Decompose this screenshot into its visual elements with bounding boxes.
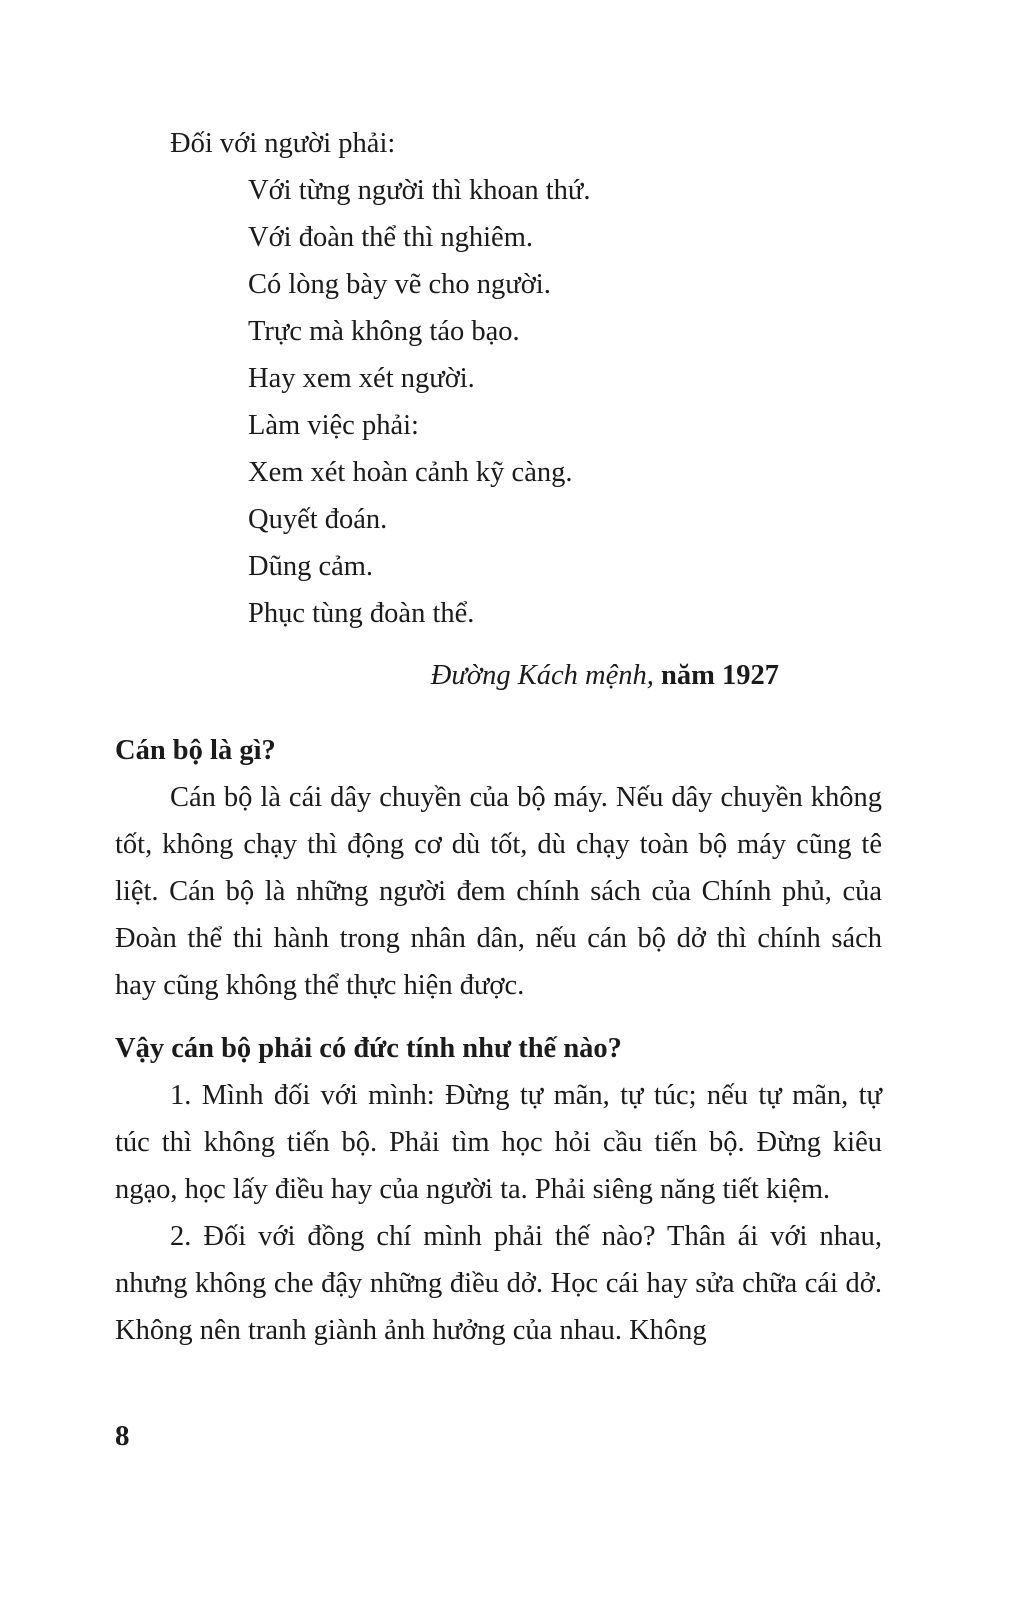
page-number: 8 xyxy=(115,1420,130,1452)
section-heading-duc-tinh: Vậy cán bộ phải có đức tính như thế nào? xyxy=(115,1033,622,1064)
page-content xyxy=(115,120,882,1354)
paragraph: 2. Đối với đồng chí mình phải thế nào? Thân ái với nhau, nhưng không che đậy những điều dở. Học cái hay sửa chữa cái dở. Không nên tranh giành ảnh hưởng của nhau. Không xyxy=(115,1221,882,1346)
poem-line: Với đoàn thể thì nghiêm. xyxy=(248,222,533,253)
poem-line: Xem xét hoàn cảnh kỹ càng. xyxy=(248,457,573,488)
source-attribution xyxy=(115,652,882,699)
poem-line: Quyết đoán. xyxy=(248,504,388,535)
poem-intro-line: Đối với người phải: xyxy=(170,128,396,159)
poem-line: Có lòng bày vẽ cho người. xyxy=(248,269,551,300)
poem-line: Trực mà không táo bạo. xyxy=(248,316,520,347)
poem-line: Hay xem xét người. xyxy=(248,363,475,394)
source-year: năm 1927 xyxy=(653,660,779,691)
poem-line: Dũng cảm. xyxy=(248,551,374,582)
paragraph: Cán bộ là cái dây chuyền của bộ máy. Nếu dây chuyền không tốt, không chạy thì động cơ dù tốt, dù chạy toàn bộ máy cũng tê liệt. Cán bộ là những người đem chính sách của Chính phủ, của Đoàn thể thi hành trong nhân dân, nếu cán bộ dở thì chính sách hay cũng không thể thực hiện được. xyxy=(115,782,882,1001)
poem-line: Làm việc phải: xyxy=(248,410,419,441)
source-title: Đường Kách mệnh, xyxy=(430,660,654,691)
poem-line: Phục tùng đoàn thể. xyxy=(248,598,475,629)
poem-line: Với từng người thì khoan thứ. xyxy=(248,175,591,206)
paragraph: 1. Mình đối với mình: Đừng tự mãn, tự túc; nếu tự mãn, tự túc thì không tiến bộ. Phải tìm học hỏi cầu tiến bộ. Đừng kiêu ngạo, học lấy điều hay của người ta. Phải siêng năng tiết kiệm. xyxy=(115,1080,882,1205)
section-heading-can-bo-la-gi: Cán bộ là gì? xyxy=(115,735,276,766)
